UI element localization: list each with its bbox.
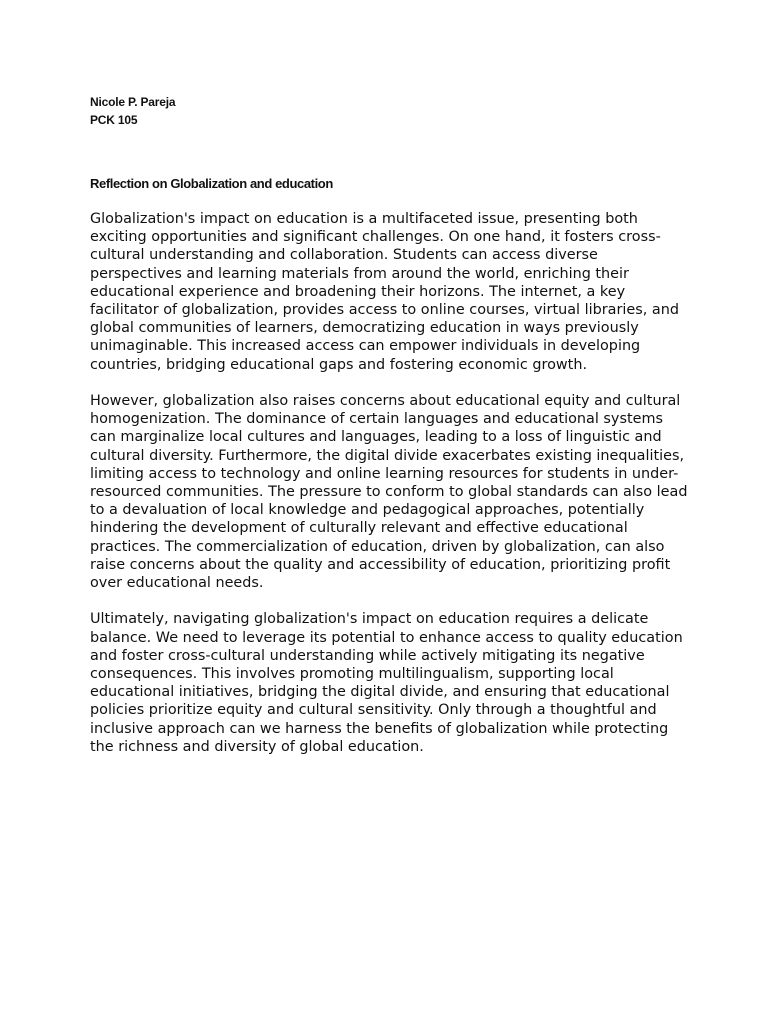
paragraph: However, globalization also raises concerns about educational equity and cultural homogenization. The dominance of certain languages and educational systems can marginalize local cultures and languages, leading to a loss of linguistic and cultural diversity. Furthermore, the digital divide exacerbates existing inequalities, limiting access to technology and online learning resources for students in under-resourced communities. The pressure to conform to global standards can also lead to a devaluation of local knowledge and pedagogical approaches, potentially hindering the development of culturally relevant and effective educational practices. The commercialization of education, driven by globalization, can also raise concerns about the quality and accessibility of education, prioritizing profit over educational needs. [90,393,688,592]
author-name: Nicole P. Pareja [90,95,176,109]
paragraph: Globalization's impact on education is a multifaceted issue, presenting both exciting opportunities and significant challenges. On one hand, it fosters cross-cultural understanding and collaboration. Students can access diverse perspectives and learning materials from around the world, enriching their educational experience and broadening their horizons. The internet, a key facilitator of globalization, provides access to online courses, virtual libraries, and global communities of learners, democratizing education in ways previously unimaginable. This increased access can empower individuals in developing countries, bridging educational gaps and fostering economic growth. [90,211,679,373]
course-code: PCK 105 [90,113,138,127]
document-title: Reflection on Globalization and education [90,176,333,191]
document-body [90,210,690,774]
document-header [90,93,175,129]
paragraph: Ultimately, navigating globalization's impact on education requires a delicate balance. We need to leverage its potential to enhance access to quality education and foster cross-cultural understanding while actively mitigating its negative consequences. This involves promoting multilingualism, supporting local educational initiatives, bridging the digital divide, and ensuring that educational policies prioritize equity and cultural sensitivity. Only through a thoughtful and inclusive approach can we harness the benefits of globalization while protecting the richness and diversity of global education. [90,611,683,755]
